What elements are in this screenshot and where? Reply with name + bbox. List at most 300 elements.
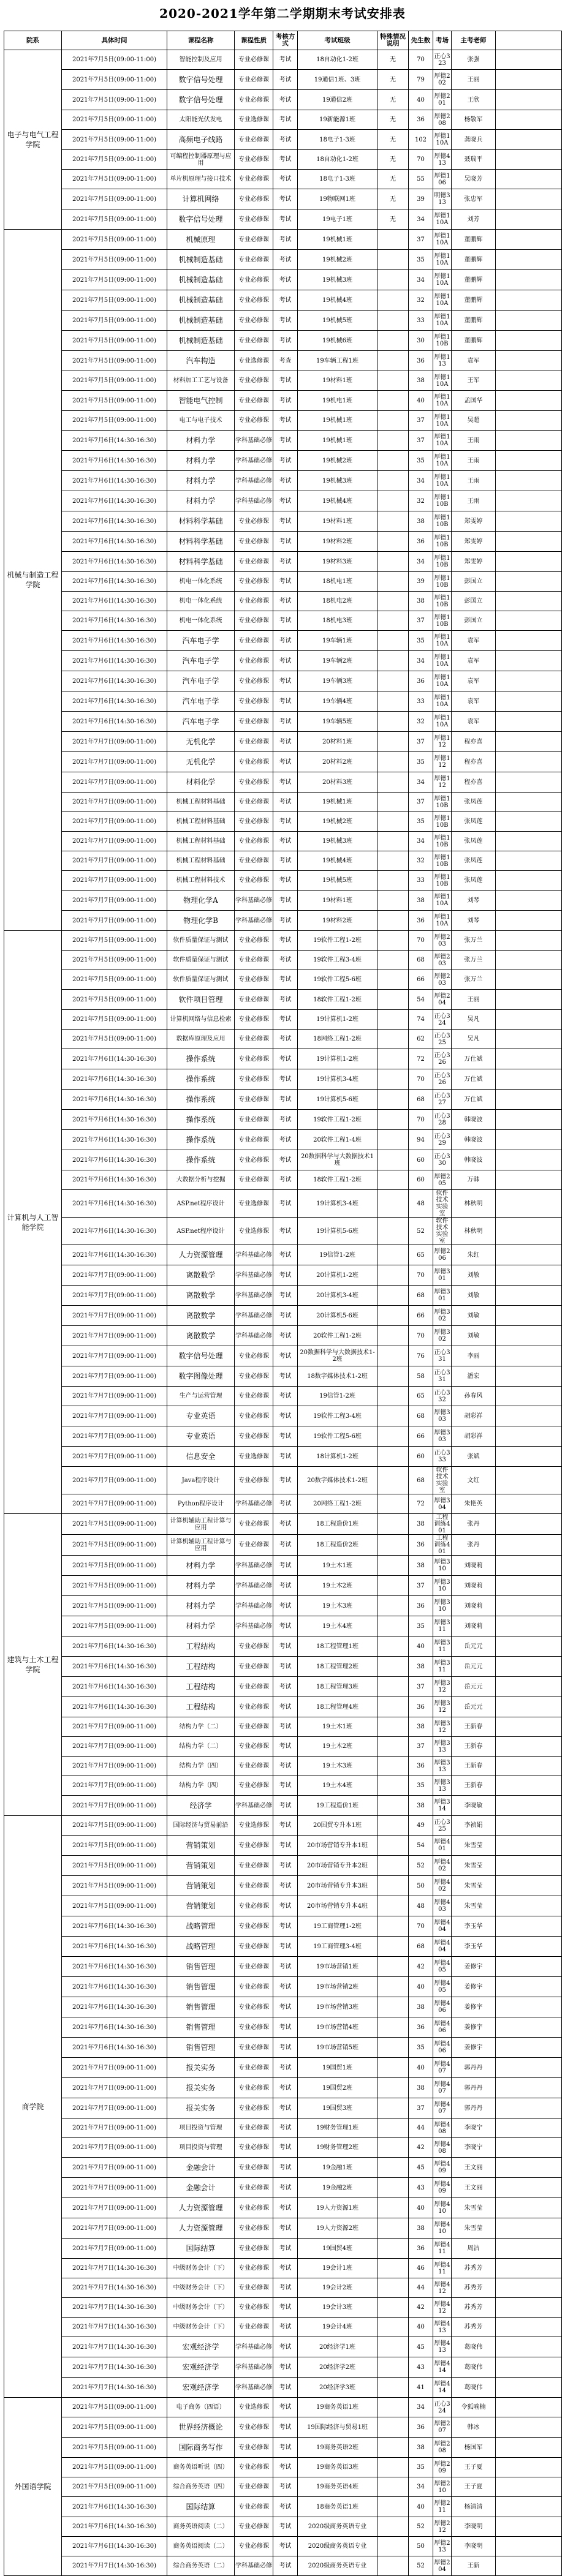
spacer-cell (496, 2278, 562, 2298)
exam-room-cell: 厚德110B (433, 592, 452, 611)
class-cell: 19金融2班 (298, 2178, 377, 2198)
date-time-cell: 2021年7月7日(09:00-11:00) (62, 752, 167, 772)
class-cell: 20材料2班 (298, 752, 377, 772)
student-count-cell: 41 (409, 2378, 433, 2398)
course-type-cell: 专业必修课 (235, 732, 273, 752)
special-note-cell (377, 290, 409, 311)
table-row (4, 1406, 562, 1426)
course-name-cell: 报关实务 (167, 2058, 235, 2078)
course-name-cell: 无机化学 (167, 752, 235, 772)
course-name-cell: 生产与运营管理 (167, 1387, 235, 1406)
spacer-cell (496, 331, 562, 351)
course-name-cell: 物理化学A (167, 891, 235, 911)
class-cell: 20市场营销专升本4班 (298, 1896, 377, 1916)
student-count-cell: 68 (409, 1406, 433, 1426)
assessment-cell: 考试 (273, 1876, 298, 1896)
student-count-cell: 33 (409, 691, 433, 712)
class-cell: 19计算机1-2班 (298, 1049, 377, 1069)
course-name-cell: 工程结构 (167, 1697, 235, 1717)
assessment-cell: 考试 (273, 631, 298, 651)
date-time-cell: 2021年7月6日(14:30-16:30) (62, 1657, 167, 1677)
student-count-cell: 37 (409, 793, 433, 812)
course-type-cell: 专业必修课 (235, 1657, 273, 1677)
course-name-cell: 机电一体化系统 (167, 592, 235, 611)
course-type-cell: 专业必修课 (235, 1916, 273, 1937)
student-count-cell: 35 (409, 631, 433, 651)
special-note-cell (377, 2078, 409, 2098)
class-cell: 19机械1班 (298, 230, 377, 250)
examiner-cell: 王欣 (452, 90, 496, 110)
class-cell: 19金融1班 (298, 2158, 377, 2178)
examiner-cell: 吴晓芳 (452, 170, 496, 189)
course-type-cell: 专业必修课 (235, 1997, 273, 2017)
exam-room-cell: 厚德411 (433, 2259, 452, 2278)
special-note-cell (377, 1286, 409, 1306)
assessment-cell: 考试 (273, 1170, 298, 1190)
table-row (4, 1069, 562, 1090)
special-note-cell (377, 1467, 409, 1494)
assessment-cell: 考试 (273, 1836, 298, 1856)
date-time-cell: 2021年7月6日(14:30-16:30) (62, 1110, 167, 1130)
table-row (4, 1977, 562, 1997)
examiner-cell: 张万兰 (452, 951, 496, 970)
exam-room-cell: 厚德407 (433, 2098, 452, 2118)
special-note-cell (377, 1110, 409, 1130)
spacer-cell (496, 391, 562, 411)
examiner-cell: 王雨 (452, 491, 496, 511)
special-note-cell (377, 671, 409, 691)
exam-room-cell: 厚德303 (433, 1426, 452, 1447)
spacer-cell (496, 230, 562, 250)
assessment-cell: 考试 (273, 1387, 298, 1406)
course-type-cell: 专业选修课 (235, 1816, 273, 1836)
class-cell: 19软件工程5-6班 (298, 1426, 377, 1447)
spacer-cell (496, 1636, 562, 1657)
spacer-cell (496, 1697, 562, 1717)
course-type-cell: 专业必修课 (235, 511, 273, 532)
examiner-cell: 刘敏 (452, 1286, 496, 1306)
student-count-cell: 48 (409, 1896, 433, 1916)
examiner-cell: 刘晓莉 (452, 1556, 496, 1576)
header-cell: 考核方式 (273, 31, 298, 50)
date-time-cell: 2021年7月5日(09:00-11:00) (62, 1596, 167, 1616)
course-type-cell: 专业必修课 (235, 130, 273, 150)
table-row (4, 1697, 562, 1717)
course-type-cell: 学科基础必修 (235, 2337, 273, 2357)
table-row (4, 471, 562, 491)
exam-room-cell: 正心324 (433, 2398, 452, 2417)
table-body (4, 50, 562, 2576)
spacer-cell (496, 491, 562, 511)
department-cell: 外国语学院 (4, 2398, 62, 2576)
exam-room-cell: 正心329 (433, 1130, 452, 1150)
spacer-cell (496, 752, 562, 772)
table-header-row (4, 31, 562, 50)
student-count-cell: 38 (409, 1514, 433, 1535)
date-time-cell: 2021年7月6日(14:30-16:30) (62, 1150, 167, 1170)
assessment-cell: 考试 (273, 2038, 298, 2058)
student-count-cell: 40 (409, 2318, 433, 2337)
assessment-cell: 考试 (273, 1977, 298, 1997)
examiner-cell: 李玉华 (452, 1916, 496, 1937)
exam-room-cell: 厚德112 (433, 772, 452, 793)
class-cell: 19土木3班 (298, 1757, 377, 1776)
assessment-cell: 考试 (273, 1306, 298, 1326)
examiner-cell: 朱雪莹 (452, 2218, 496, 2239)
table-row (4, 391, 562, 411)
exam-room-cell: 厚德303 (433, 1406, 452, 1426)
course-name-cell: ASP.net程序设计 (167, 1190, 235, 1218)
class-cell: 19商务英语1班 (298, 2398, 377, 2417)
examiner-cell: 张万兰 (452, 931, 496, 951)
examiner-cell: 胡彩祥 (452, 1406, 496, 1426)
date-time-cell: 2021年7月7日(09:00-11:00) (62, 1366, 167, 1387)
special-note-cell (377, 871, 409, 891)
class-cell: 19计算机5-6班 (298, 1218, 377, 1245)
table-row (4, 2318, 562, 2337)
examiner-cell: 韩晓波 (452, 1150, 496, 1170)
course-type-cell: 专业必修课 (235, 2118, 273, 2138)
table-row (4, 90, 562, 110)
table-row (4, 1776, 562, 1796)
special-note-cell (377, 1514, 409, 1535)
course-type-cell: 专业必修课 (235, 1426, 273, 1447)
exam-room-cell: 厚德110B (433, 491, 452, 511)
student-count-cell: 39 (409, 572, 433, 592)
spacer-cell (496, 832, 562, 851)
spacer-cell (496, 1010, 562, 1030)
date-time-cell: 2021年7月5日(09:00-11:00) (62, 90, 167, 110)
assessment-cell: 考试 (273, 832, 298, 851)
examiner-cell: 孟国华 (452, 391, 496, 411)
examiner-cell: 张强 (452, 50, 496, 70)
examiner-cell: 李祯娟 (452, 1816, 496, 1836)
special-note-cell (377, 1636, 409, 1657)
assessment-cell: 考试 (273, 110, 298, 130)
course-name-cell: 机械制造基础 (167, 311, 235, 331)
date-time-cell: 2021年7月6日(14:30-16:30) (62, 572, 167, 592)
special-note-cell (377, 2537, 409, 2556)
table-row (4, 1757, 562, 1776)
date-time-cell: 2021年7月6日(14:30-16:30) (62, 1090, 167, 1110)
special-note-cell (377, 891, 409, 911)
table-row (4, 1576, 562, 1596)
examiner-cell: 董鹏辉 (452, 290, 496, 311)
assessment-cell: 考试 (273, 1937, 298, 1957)
examiner-cell: 姜修宇 (452, 1997, 496, 2017)
special-note-cell (377, 793, 409, 812)
student-count-cell: 40 (409, 2497, 433, 2517)
student-count-cell: 35 (409, 2038, 433, 2058)
course-name-cell: 销售管理 (167, 1977, 235, 1997)
class-cell: 2020级商务英语专业 (298, 2537, 377, 2556)
special-note-cell (377, 250, 409, 270)
special-note-cell (377, 1265, 409, 1286)
course-name-cell: 机械原理 (167, 230, 235, 250)
table-row (4, 1997, 562, 2017)
exam-room-cell: 厚德414 (433, 2357, 452, 2378)
course-name-cell: Python程序设计 (167, 1494, 235, 1514)
table-row (4, 2259, 562, 2278)
spacer-cell (496, 951, 562, 970)
course-name-cell: 国际结算 (167, 2239, 235, 2259)
examiner-cell: 郑雯婷 (452, 532, 496, 552)
examiner-cell: 朱雪莹 (452, 1896, 496, 1916)
date-time-cell: 2021年7月6日(14:30-16:30) (62, 631, 167, 651)
course-name-cell: 专业英语 (167, 1406, 235, 1426)
class-cell: 19信管1-2班 (298, 1387, 377, 1406)
date-time-cell: 2021年7月7日(09:00-11:00) (62, 1776, 167, 1796)
spacer-cell (496, 970, 562, 990)
special-note-cell (377, 411, 409, 431)
course-type-cell: 学科基础必修 (235, 2378, 273, 2398)
class-cell: 19市场营销3班 (298, 1997, 377, 2017)
spacer-cell (496, 1535, 562, 1556)
assessment-cell: 考试 (273, 2218, 298, 2239)
spacer-cell (496, 1218, 562, 1245)
course-type-cell: 专业必修课 (235, 812, 273, 832)
class-cell: 18工程管理3班 (298, 1677, 377, 1697)
student-count-cell: 32 (409, 851, 433, 871)
examiner-cell: 张忠军 (452, 189, 496, 209)
class-cell: 18自动化1-2班 (298, 50, 377, 70)
spacer-cell (496, 1776, 562, 1796)
course-name-cell: 人力资源管理 (167, 2218, 235, 2239)
class-cell: 20网络工程1-2班 (298, 1494, 377, 1514)
examiner-cell: 姜修宇 (452, 2017, 496, 2038)
class-cell: 18数字媒体技术1-2班 (298, 1366, 377, 1387)
course-type-cell: 专业必修课 (235, 209, 273, 230)
examiner-cell: 李玉华 (452, 1937, 496, 1957)
exam-room-cell: 厚德409 (433, 2178, 452, 2198)
date-time-cell: 2021年7月6日(14:30-16:30) (62, 471, 167, 491)
date-time-cell: 2021年7月6日(14:30-16:30) (62, 2038, 167, 2058)
spacer-cell (496, 1190, 562, 1218)
course-type-cell: 专业必修课 (235, 691, 273, 712)
special-note-cell (377, 2058, 409, 2078)
date-time-cell: 2021年7月7日(09:00-11:00) (62, 793, 167, 812)
examiner-cell: 朱雪莹 (452, 1856, 496, 1876)
course-name-cell: 操作系统 (167, 1150, 235, 1170)
special-note-cell (377, 651, 409, 671)
special-note-cell (377, 1836, 409, 1856)
spacer-cell (496, 311, 562, 331)
spacer-cell (496, 2497, 562, 2517)
course-name-cell: 宏观经济学 (167, 2337, 235, 2357)
special-note-cell (377, 351, 409, 371)
class-cell: 19机械1班 (298, 411, 377, 431)
student-count-cell: 68 (409, 1286, 433, 1306)
table-row (4, 1110, 562, 1130)
assessment-cell: 考试 (273, 250, 298, 270)
special-note-cell (377, 2158, 409, 2178)
student-count-cell: 32 (409, 712, 433, 732)
course-name-cell: 机电一体化系统 (167, 572, 235, 592)
class-cell: 19工程造价1班 (298, 1796, 377, 1816)
student-count-cell: 32 (409, 491, 433, 511)
class-cell: 20数据科学与大数据技术1-2班 (298, 1346, 377, 1366)
table-row (4, 2058, 562, 2078)
special-note-cell (377, 951, 409, 970)
exam-room-cell: 厚德113 (433, 351, 452, 371)
course-type-cell: 学科基础必修 (235, 451, 273, 471)
course-type-cell: 专业必修课 (235, 250, 273, 270)
course-type-cell: 专业必修课 (235, 532, 273, 552)
examiner-cell: 刘琴 (452, 911, 496, 931)
table-row (4, 611, 562, 631)
spacer-cell (496, 793, 562, 812)
assessment-cell: 考试 (273, 411, 298, 431)
spacer-cell (496, 2218, 562, 2239)
exam-room-cell: 厚德205 (433, 1170, 452, 1190)
special-note-cell (377, 532, 409, 552)
examiner-cell: 刘琴 (452, 891, 496, 911)
assessment-cell: 考试 (273, 2318, 298, 2337)
course-name-cell: 材料力学 (167, 1556, 235, 1576)
table-row (4, 2477, 562, 2497)
student-count-cell: 35 (409, 1776, 433, 1796)
examiner-cell: 韩晓波 (452, 1130, 496, 1150)
course-name-cell: 汽车构造 (167, 351, 235, 371)
assessment-cell: 考试 (273, 891, 298, 911)
date-time-cell: 2021年7月6日(14:30-16:30) (62, 1170, 167, 1190)
student-count-cell: 52 (409, 2517, 433, 2537)
spacer-cell (496, 712, 562, 732)
course-type-cell: 专业必修课 (235, 1876, 273, 1896)
class-cell: 18网络工程1-2班 (298, 1030, 377, 1049)
assessment-cell: 考试 (273, 1218, 298, 1245)
class-cell: 19会计1班 (298, 2259, 377, 2278)
class-cell: 19工商管理1-2班 (298, 1916, 377, 1937)
table-row (4, 1737, 562, 1757)
exam-room-cell: 厚德310 (433, 1596, 452, 1616)
special-note-cell (377, 2556, 409, 2576)
date-time-cell: 2021年7月6日(14:30-16:30) (62, 1190, 167, 1218)
course-name-cell: 机械工程材料基础 (167, 832, 235, 851)
student-count-cell: 60 (409, 1170, 433, 1190)
table-row (4, 1049, 562, 1069)
examiner-cell: 李晓宁 (452, 2138, 496, 2158)
special-note-cell (377, 491, 409, 511)
student-count-cell: 52 (409, 1218, 433, 1245)
date-time-cell: 2021年7月5日(09:00-11:00) (62, 270, 167, 290)
class-cell: 19软件工程1-2班 (298, 1110, 377, 1130)
special-note-cell (377, 1069, 409, 1090)
student-count-cell: 38 (409, 511, 433, 532)
student-count-cell: 36 (409, 532, 433, 552)
assessment-cell: 考试 (273, 2458, 298, 2477)
date-time-cell: 2021年7月7日(09:00-11:00) (62, 732, 167, 752)
course-type-cell: 专业必修课 (235, 50, 273, 70)
spacer-cell (496, 1876, 562, 1896)
class-cell: 19土木4班 (298, 1776, 377, 1796)
date-time-cell: 2021年7月6日(14:30-16:30) (62, 611, 167, 631)
date-time-cell: 2021年7月7日(09:00-11:00) (62, 2158, 167, 2178)
course-name-cell: 软件质量保证与测试 (167, 951, 235, 970)
course-name-cell: 营销策划 (167, 1896, 235, 1916)
exam-room-cell: 厚德313 (433, 1757, 452, 1776)
special-note-cell (377, 2378, 409, 2398)
spacer-cell (496, 990, 562, 1010)
examiner-cell: 朱雪莹 (452, 2198, 496, 2218)
spacer-cell (496, 1677, 562, 1697)
student-count-cell: 52 (409, 2556, 433, 2576)
exam-room-cell: 正心324 (433, 1010, 452, 1030)
course-name-cell: 世界经济概论 (167, 2417, 235, 2438)
spacer-cell (496, 572, 562, 592)
special-note-cell: 无 (377, 110, 409, 130)
table-row (4, 1616, 562, 1636)
special-note-cell (377, 2098, 409, 2118)
date-time-cell: 2021年7月5日(09:00-11:00) (62, 209, 167, 230)
course-name-cell: 材料力学 (167, 1616, 235, 1636)
course-name-cell: 离散数学 (167, 1306, 235, 1326)
special-note-cell (377, 1306, 409, 1326)
table-row (4, 1387, 562, 1406)
table-row (4, 931, 562, 951)
spacer-cell (496, 2078, 562, 2098)
table-row (4, 511, 562, 532)
exam-room-cell: 软件技术实验室 (433, 1467, 452, 1494)
course-type-cell: 专业必修课 (235, 1757, 273, 1776)
course-type-cell: 专业必修课 (235, 1010, 273, 1030)
exam-room-cell: 厚德413 (433, 150, 452, 170)
student-count-cell: 54 (409, 1836, 433, 1856)
special-note-cell (377, 371, 409, 391)
examiner-cell: 王新春 (452, 1776, 496, 1796)
date-time-cell: 2021年7月7日(09:00-11:00) (62, 2239, 167, 2259)
course-type-cell: 专业必修课 (235, 572, 273, 592)
table-row (4, 1816, 562, 1836)
spacer-cell (496, 1286, 562, 1306)
date-time-cell: 2021年7月6日(14:30-16:30) (62, 1937, 167, 1957)
exam-room-cell: 厚德404 (433, 1916, 452, 1937)
course-name-cell: 金融会计 (167, 2158, 235, 2178)
course-name-cell: 工程结构 (167, 1657, 235, 1677)
table-row (4, 651, 562, 671)
assessment-cell: 考试 (273, 1757, 298, 1776)
assessment-cell: 考试 (273, 2198, 298, 2218)
student-count-cell: 34 (409, 270, 433, 290)
exam-room-cell: 厚德311 (433, 1636, 452, 1657)
course-type-cell: 专业必修课 (235, 2417, 273, 2438)
special-note-cell (377, 451, 409, 471)
course-name-cell: 工程结构 (167, 1636, 235, 1657)
course-name-cell: 材料力学 (167, 451, 235, 471)
table-row (4, 2278, 562, 2298)
exam-room-cell: 厚德405 (433, 1977, 452, 1997)
exam-room-cell: 厚德410 (433, 2218, 452, 2239)
examiner-cell: 王雨 (452, 471, 496, 491)
course-name-cell: 人力资源管理 (167, 1245, 235, 1265)
course-name-cell: 离散数学 (167, 1286, 235, 1306)
date-time-cell: 2021年7月6日(14:30-16:30) (62, 1916, 167, 1937)
spacer-cell (496, 1110, 562, 1130)
student-count-cell: 34 (409, 772, 433, 793)
student-count-cell: 34 (409, 471, 433, 491)
course-name-cell: 汽车电子学 (167, 691, 235, 712)
examiner-cell: 李晓明 (452, 2537, 496, 2556)
student-count-cell: 35 (409, 2458, 433, 2477)
course-type-cell: 专业必修课 (235, 1387, 273, 1406)
examiner-cell: 杨敬军 (452, 110, 496, 130)
exam-room-cell: 正心326 (433, 1069, 452, 1090)
table-row (4, 1916, 562, 1937)
course-type-cell: 专业必修课 (235, 990, 273, 1010)
spacer-cell (496, 1406, 562, 1426)
special-note-cell (377, 431, 409, 451)
assessment-cell: 考试 (273, 371, 298, 391)
